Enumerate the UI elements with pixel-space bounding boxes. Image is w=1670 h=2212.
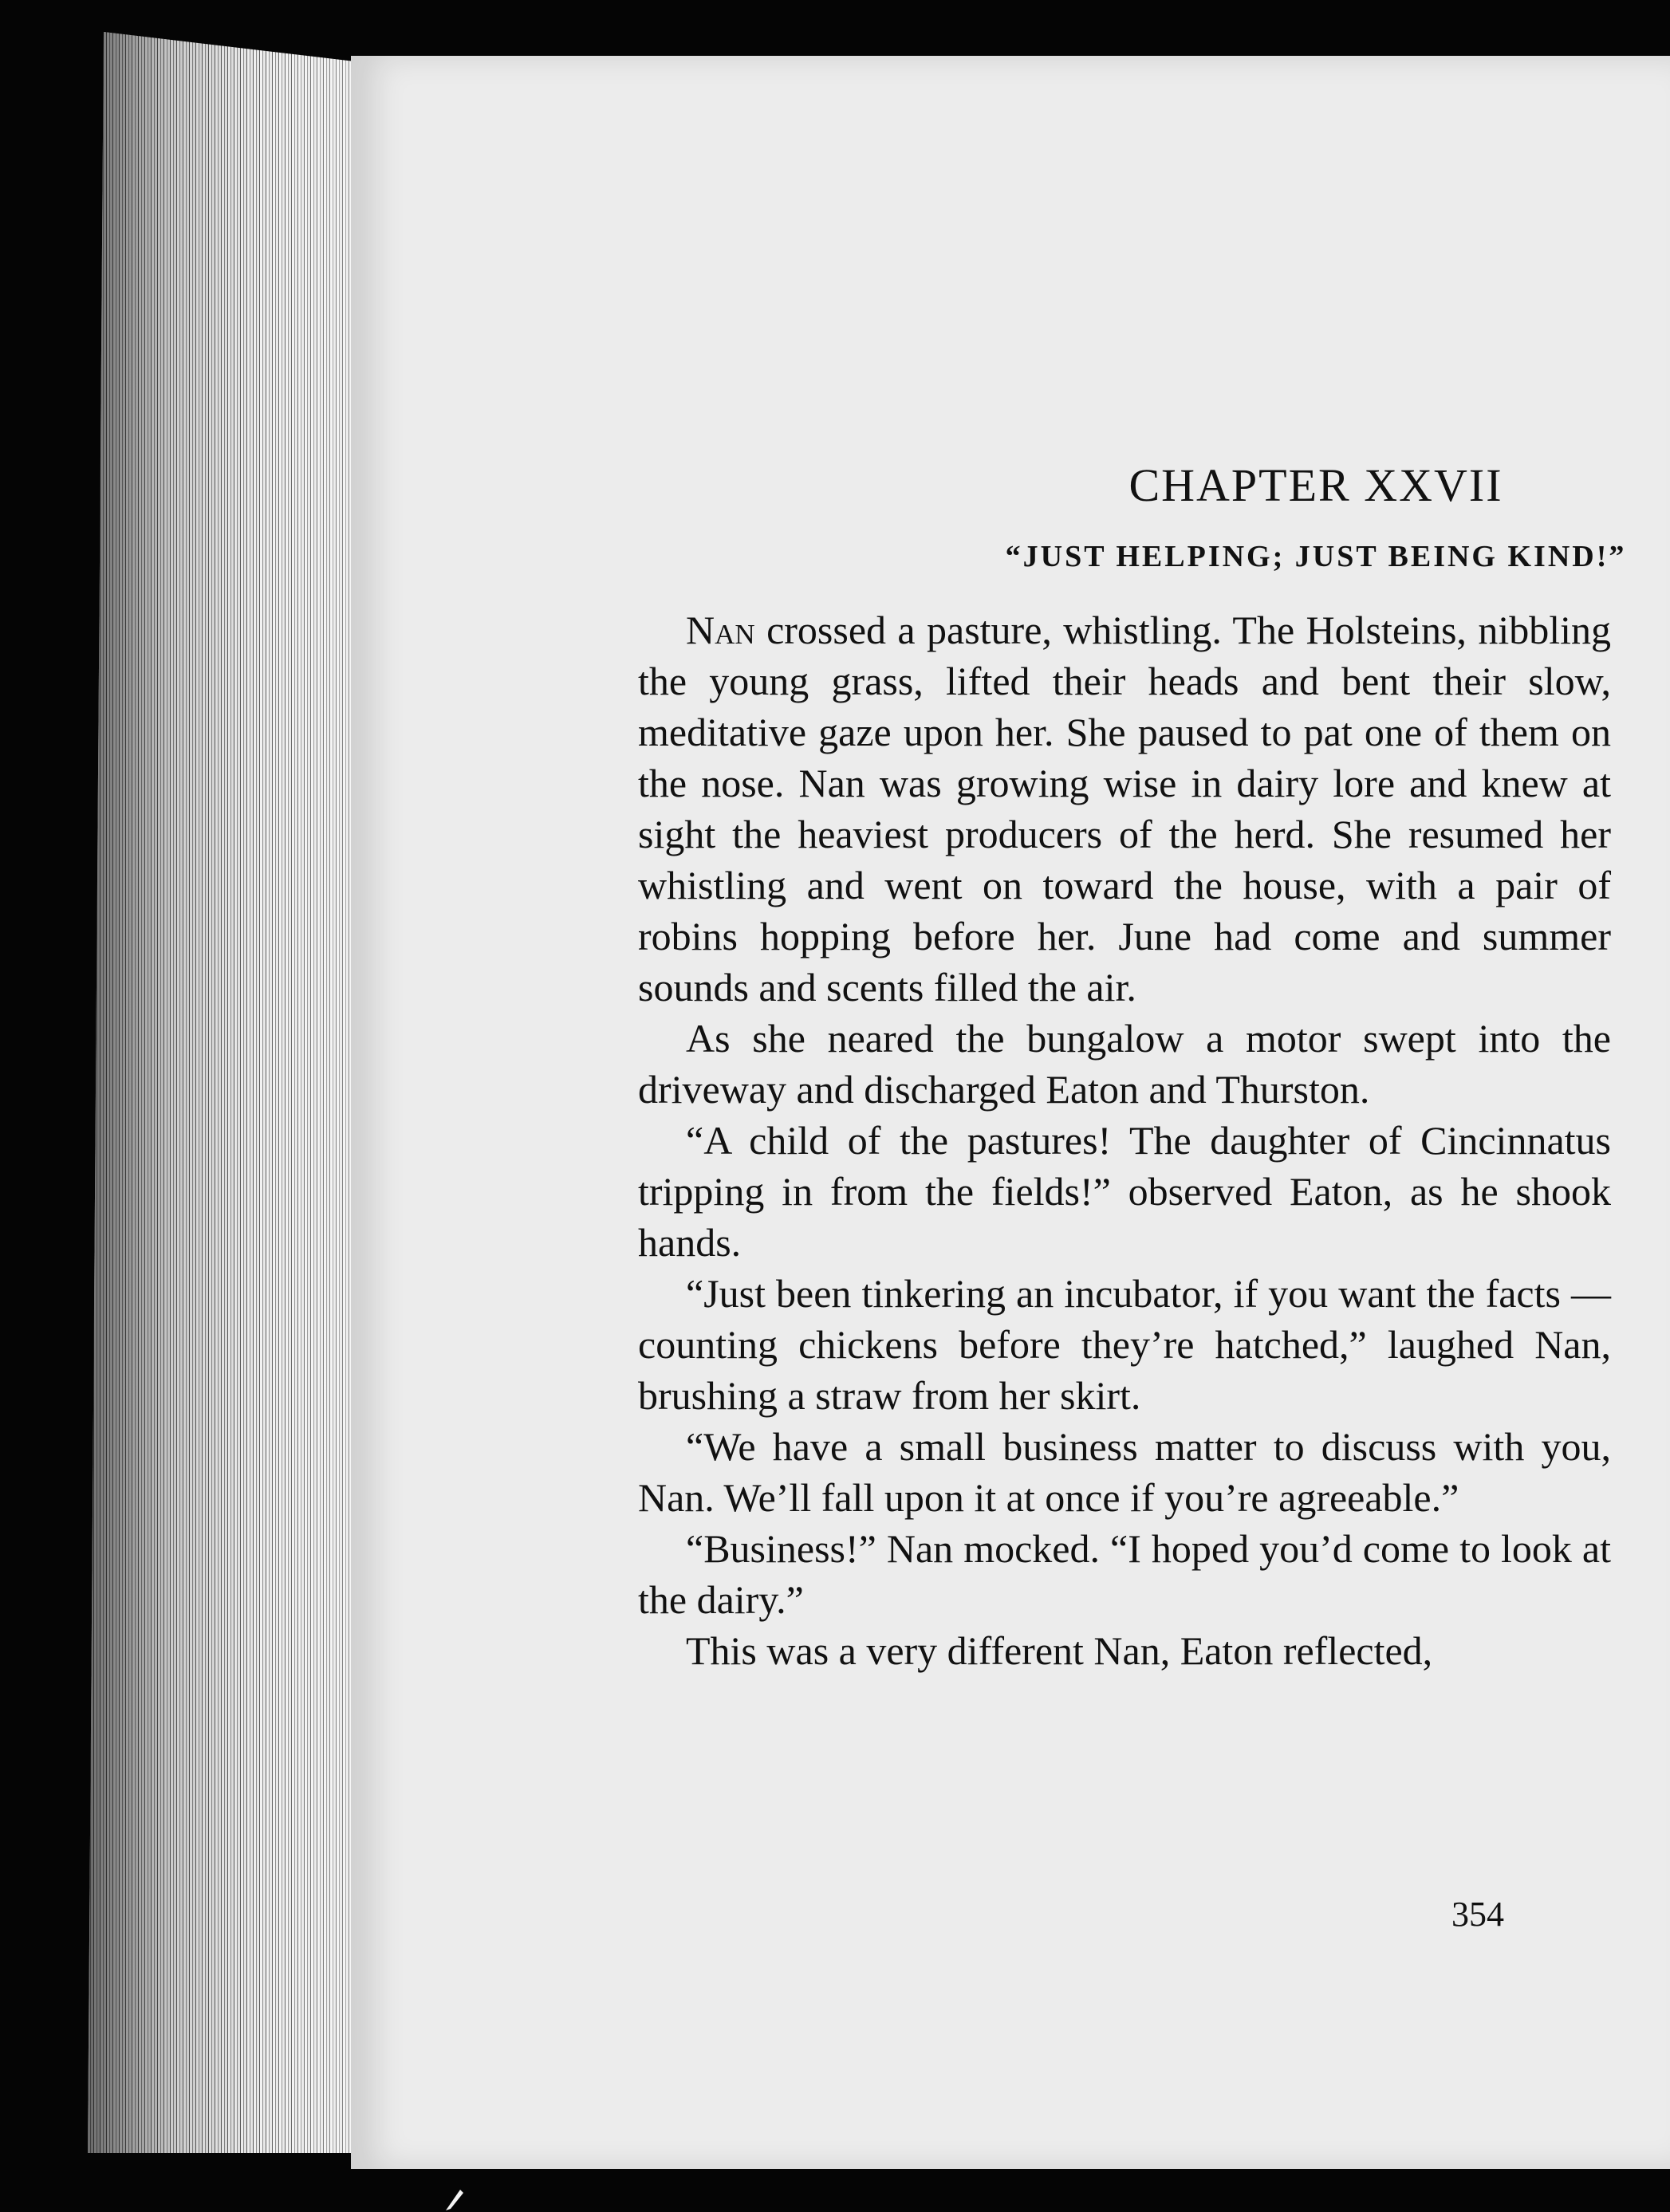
page-text xyxy=(638,459,1670,1676)
paragraph: “A child of the pastures! The daughter of Cincinnatus tripping in from the fields!” observed Eaton, as he shook hands. xyxy=(638,1118,1611,1265)
paragraph-lead-word: Nan xyxy=(686,608,755,652)
paragraph: This was a very different Nan, Eaton reflected, xyxy=(686,1628,1433,1673)
paragraph: “Just been tinkering an incubator, if you want the facts — counting chickens before they’re hatched,” laughed Nan, brushing a straw from her skirt. xyxy=(638,1271,1611,1418)
chapter-heading: CHAPTER XXVII xyxy=(1128,459,1503,511)
book-page xyxy=(351,56,1670,2169)
paragraph: “Business!” Nan mocked. “I hoped you’d come to look at the dairy.” xyxy=(638,1526,1611,1622)
book-page-edges xyxy=(88,32,375,2153)
chapter-subtitle: “JUST HELPING; JUST BEING KIND!” xyxy=(1005,540,1627,573)
paragraph xyxy=(638,604,1611,1013)
pencil-mark-icon xyxy=(443,2185,475,2212)
paragraph-text: crossed a pasture, whistling. The Holsteins, nibbling the young grass, lifted their heads and bent their slow, meditative gaze upon her. She paused to pat one of them on the nose. Nan was growing wise in dairy lore and knew at sight the heaviest producers of the herd. She resumed her whistling and went on toward the house, with a pair of robins hopping before her. June had come and summer sounds and scents filled the air. xyxy=(638,608,1611,1010)
page-number: 354 xyxy=(1451,1895,1504,1934)
paragraph: As she neared the bungalow a motor swept into the driveway and discharged Eaton and Thurston. xyxy=(638,1016,1611,1112)
paragraph: “We have a small business matter to discuss with you, Nan. We’ll fall upon it at once if you’re agreeable.” xyxy=(638,1424,1611,1520)
